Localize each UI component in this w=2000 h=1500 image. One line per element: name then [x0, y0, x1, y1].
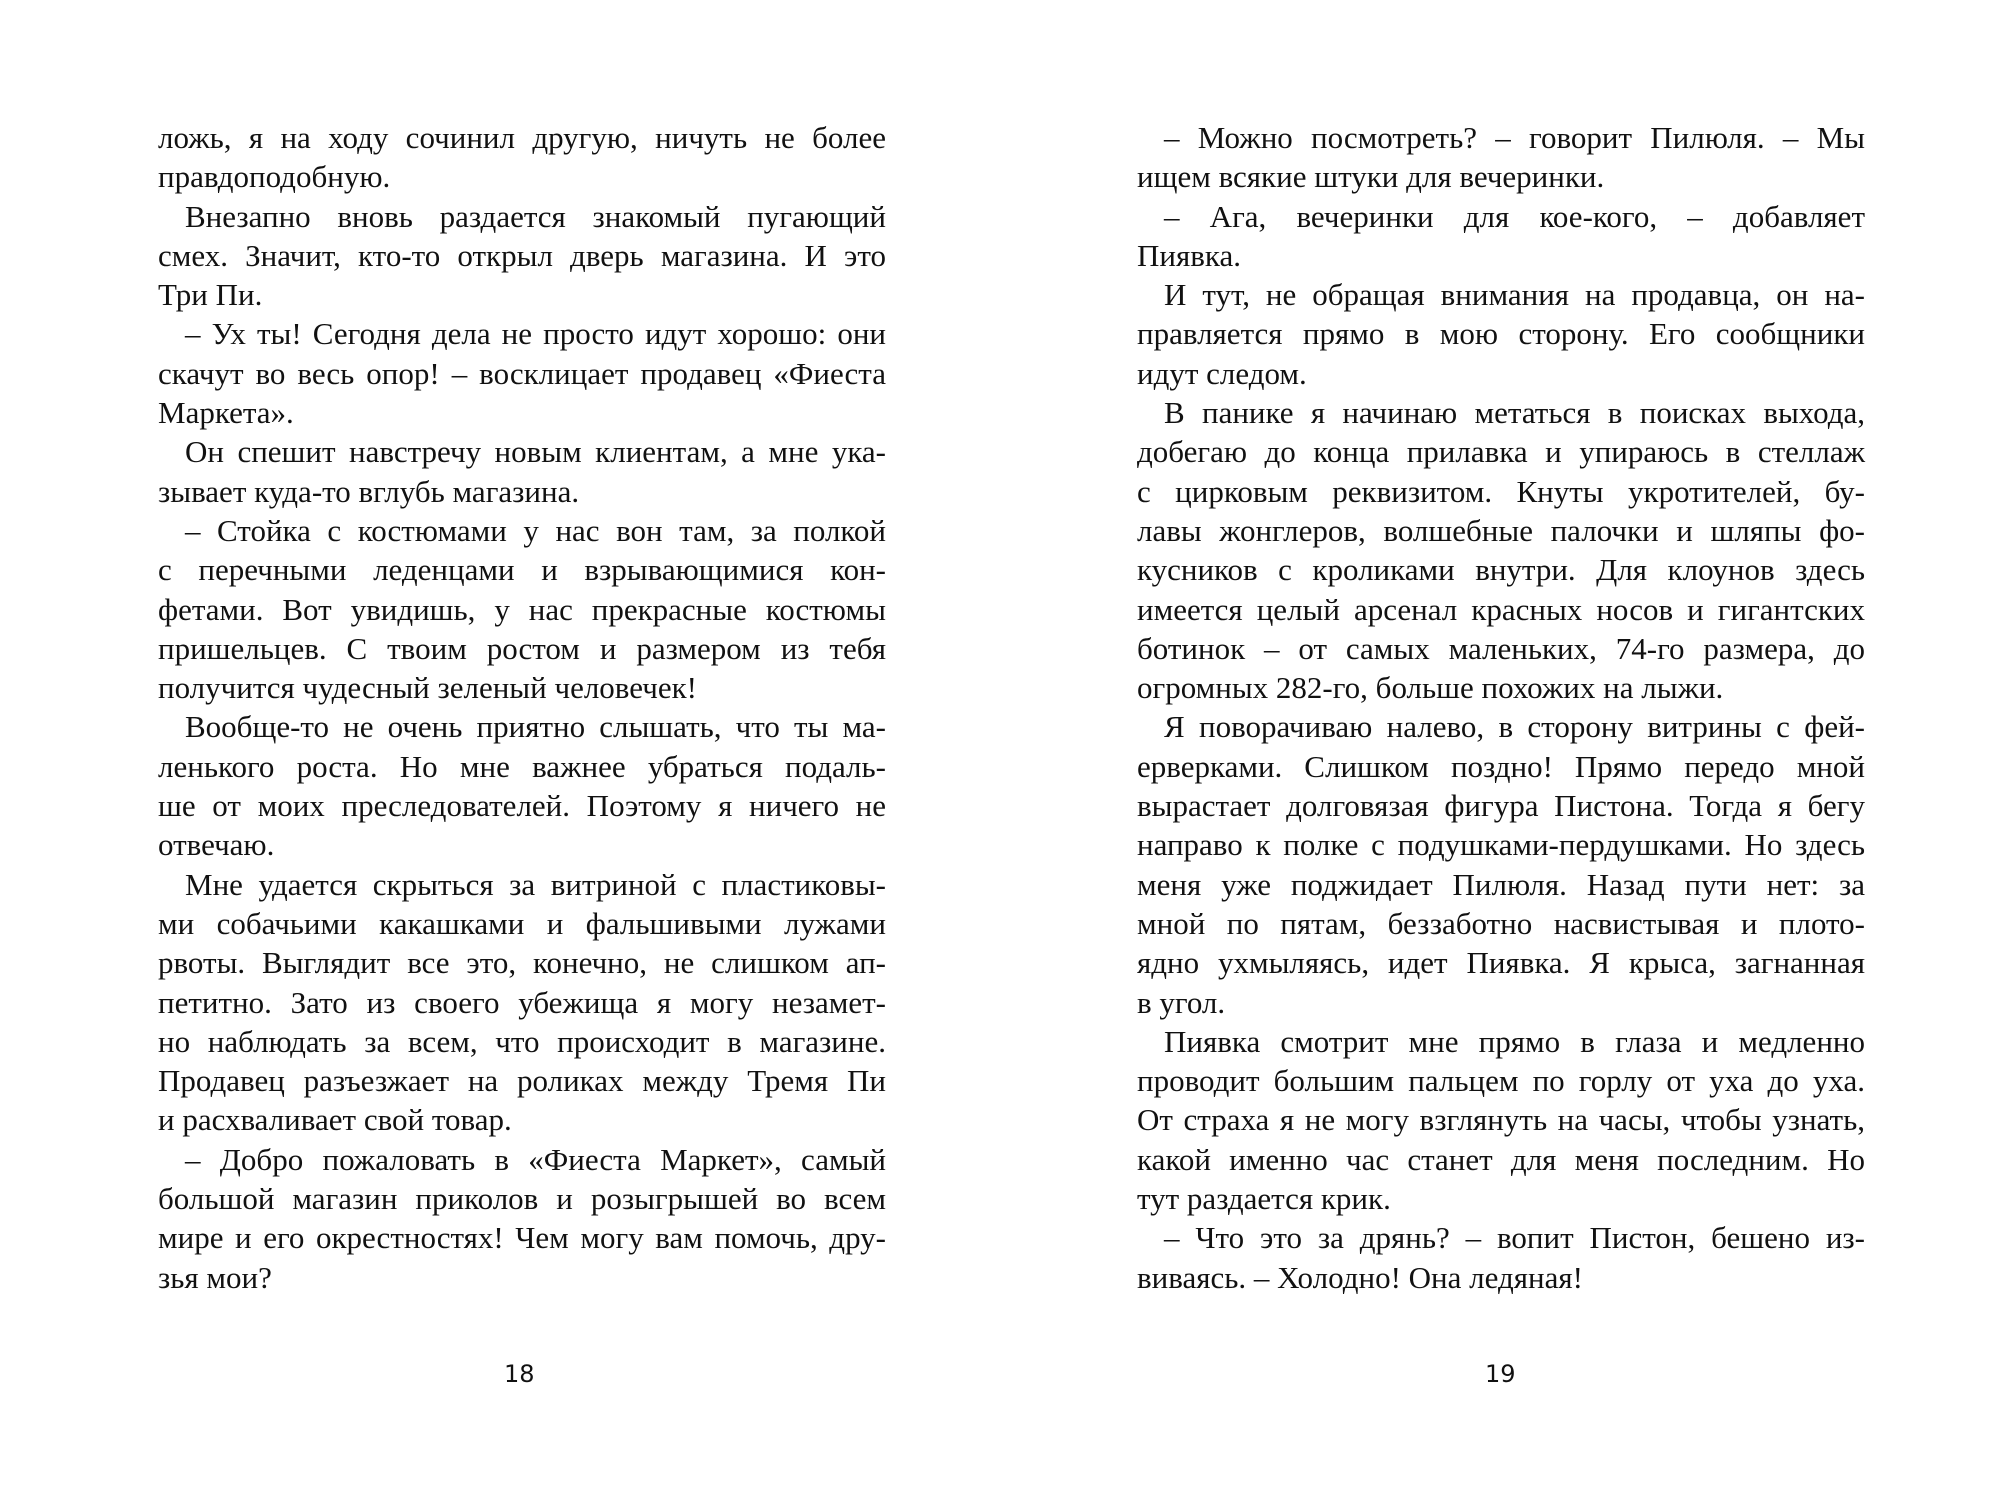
text-line: Внезапно вновь раздается знакомый пугающий	[185, 198, 886, 234]
text-line: мной по пятам, беззаботно насвистывая и плото-	[1137, 905, 1865, 941]
text-line: получится чудесный зеленый человечек!	[158, 670, 697, 706]
text-line: И тут, не обращая внимания на продавца, он на-	[1164, 277, 1865, 313]
text-line: смех. Значит, кто-то открыл дверь магазина. И это	[158, 237, 886, 273]
text-line: рвоты. Выглядит все это, конечно, не слишком ап-	[158, 945, 886, 981]
text-line: идут следом.	[1137, 355, 1307, 391]
text-line: лавы жонглеров, волшебные палочки и шляпы фо-	[1137, 512, 1865, 548]
text-line: Продавец разъезжает на роликах между Тремя Пи	[158, 1063, 886, 1099]
text-line: Пиявка смотрит мне прямо в глаза и медленно	[1164, 1023, 1865, 1059]
text-line: большой магазин приколов и розыгрышей во всем	[158, 1181, 886, 1217]
text-line: в угол.	[1137, 984, 1226, 1020]
right-page-text	[1137, 118, 1865, 1297]
text-line: ложь, я на ходу сочинил другую, ничуть не более	[158, 120, 886, 155]
text-line: кусников с кроликами внутри. Для клоунов здесь	[1137, 552, 1865, 588]
text-line: ленького роста. Но мне важнее убраться подаль-	[158, 748, 886, 784]
text-line: Вообще-то не очень приятно слышать, что ты ма-	[185, 709, 886, 745]
text-line: зывает куда-то вглубь магазина.	[158, 473, 580, 509]
text-line: с перечными леденцами и взрывающимися кон-	[158, 552, 886, 588]
text-line: фетами. Вот увидишь, у нас прекрасные костюмы	[158, 591, 886, 627]
text-line: но наблюдать за всем, что происходит в магазине.	[158, 1023, 886, 1059]
text-line: огромных 282-го, больше похожих на лыжи.	[1137, 670, 1724, 706]
text-line: Три Пи.	[158, 277, 263, 313]
right-page	[1000, 0, 2000, 1500]
text-line: Пиявка.	[1137, 237, 1241, 273]
text-line: и расхваливает свой товар.	[158, 1102, 512, 1138]
text-line: мире и его окрестностях! Чем могу вам помочь, дру-	[158, 1220, 886, 1256]
text-line: От страха я не могу взглянуть на часы, чтобы узнать,	[1137, 1102, 1865, 1138]
page-number-left: 18	[504, 1360, 535, 1388]
text-line: добегаю до конца прилавка и упираюсь в стеллаж	[1137, 434, 1865, 470]
text-line: отвечаю.	[158, 827, 275, 863]
text-line: – Ух ты! Сегодня дела не просто идут хорошо: они	[185, 316, 886, 352]
text-line: ми собачьими какашками и фальшивыми лужами	[158, 905, 886, 941]
text-line: имеется целый арсенал красных носов и гигантских	[1137, 591, 1865, 627]
text-line: вырастает долговязая фигура Пистона. Тогда я бегу	[1137, 788, 1865, 824]
text-line: тут раздается крик.	[1137, 1181, 1391, 1217]
text-line: ше от моих преследователей. Поэтому я ничего не	[158, 788, 886, 824]
text-line: с цирковым реквизитом. Кнуты укротителей, бу-	[1137, 473, 1865, 509]
text-line: пришельцев. С твоим ростом и размером из тебя	[158, 630, 886, 666]
text-line: какой именно час станет для меня последним. Но	[1137, 1141, 1865, 1177]
page-number-right: 19	[1485, 1360, 1516, 1388]
text-line: – Ага, вечеринки для кое-кого, – добавляет	[1164, 198, 1865, 234]
text-line: ботинок – от самых маленьких, 74-го размера, до	[1137, 630, 1865, 666]
text-line: скачут во весь опор! – восклицает продавец «Фиеста	[158, 355, 886, 391]
text-line: ерверками. Слишком поздно! Прямо передо мной	[1137, 748, 1865, 784]
text-line: Я поворачиваю налево, в сторону витрины с фей-	[1164, 709, 1865, 745]
text-line: меня уже поджидает Пилюля. Назад пути нет: за	[1137, 866, 1865, 902]
text-line: направо к полке с подушками-пердушками. Но здесь	[1137, 827, 1865, 863]
text-line: – Что это за дрянь? – вопит Пистон, бешено из-	[1164, 1220, 1865, 1256]
text-line: Мне удается скрыться за витриной с пластиковы-	[185, 866, 886, 902]
text-line: ядно ухмыляясь, идет Пиявка. Я крыса, загнанная	[1137, 945, 1865, 981]
text-line: зья мои?	[158, 1259, 272, 1295]
text-line: В панике я начинаю метаться в поисках выхода,	[1164, 395, 1865, 431]
text-line: ищем всякие штуки для вечеринки.	[1137, 159, 1605, 195]
text-line: виваясь. – Холодно! Она ледяная!	[1137, 1259, 1583, 1295]
text-line: правдоподобную.	[158, 159, 391, 195]
text-line: – Стойка с костюмами у нас вон там, за полкой	[185, 512, 886, 548]
text-line: Маркета».	[158, 395, 294, 431]
left-page-text	[158, 118, 886, 1297]
text-line: – Можно посмотреть? – говорит Пилюля. – Мы	[1164, 120, 1865, 155]
text-line: петитно. Зато из своего убежища я могу незамет-	[158, 984, 886, 1020]
text-line: – Добро пожаловать в «Фиеста Маркет», самый	[185, 1141, 886, 1177]
text-line: правляется прямо в мою сторону. Его сообщники	[1137, 316, 1865, 352]
text-line: проводит большим пальцем по горлу от уха до уха.	[1137, 1063, 1865, 1099]
text-line: Он спешит навстречу новым клиентам, а мне ука-	[185, 434, 886, 470]
